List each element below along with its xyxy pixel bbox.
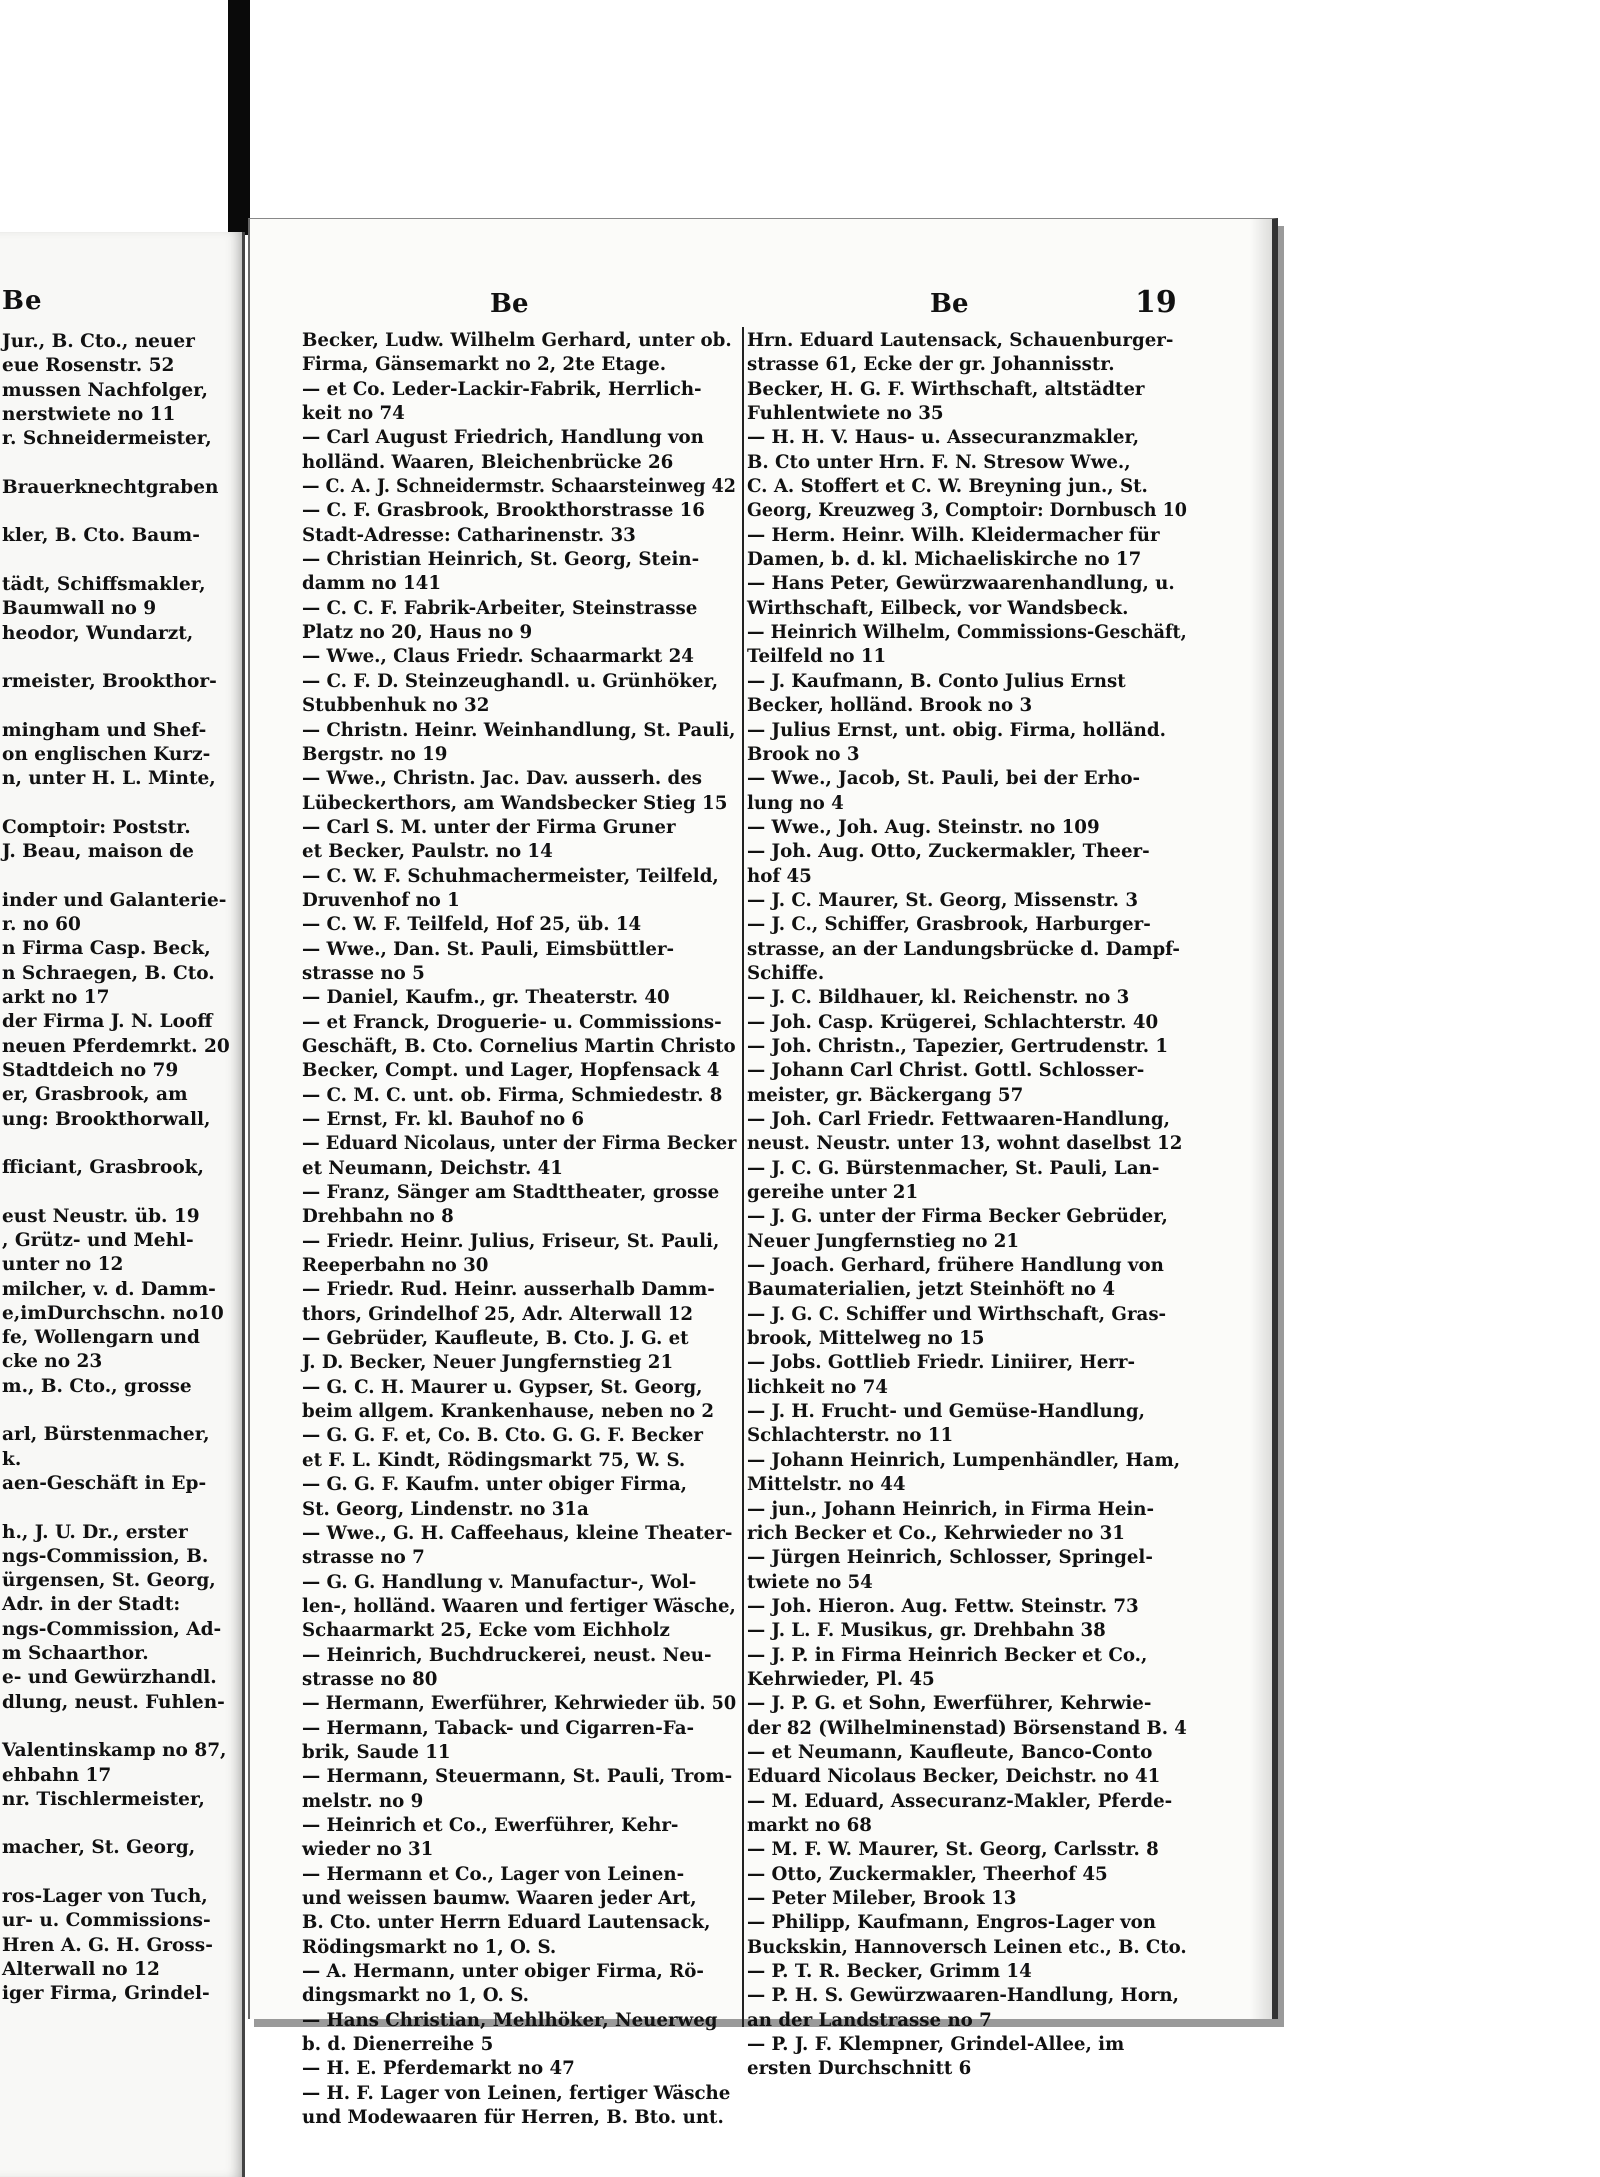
left-page-line bbox=[2, 1812, 252, 1836]
directory-line: strasse no 80 bbox=[302, 1668, 438, 1690]
directory-line: Bergstr. no 19 bbox=[302, 743, 448, 765]
directory-line: keit no 74 bbox=[302, 403, 405, 425]
directory-line: — Wwe., Dan. St. Pauli, Eimsbüttler- bbox=[302, 938, 675, 960]
directory-line: — H. E. Pferdemarkt no 47 bbox=[302, 2058, 575, 2080]
directory-line: — et Neumann, Kaufleute, Banco-Conto bbox=[747, 1741, 1153, 1763]
directory-line: lichkeit no 74 bbox=[747, 1376, 888, 1398]
left-page-line bbox=[2, 865, 252, 889]
left-page-line bbox=[2, 500, 252, 524]
directory-line: an der Landstrasse no 7 bbox=[747, 2009, 992, 2031]
directory-line: — Hans Peter, Gewürzwaarenhandlung, u. bbox=[747, 573, 1175, 595]
directory-line: — Joh. Casp. Krügerei, Schlachterstr. 40 bbox=[747, 1011, 1159, 1033]
column1-header: Be bbox=[490, 289, 529, 319]
directory-line: — jun., Johann Heinrich, in Firma Hein- bbox=[747, 1498, 1155, 1520]
directory-line: Brook no 3 bbox=[747, 743, 860, 765]
left-page-line: k. bbox=[2, 1448, 22, 1470]
directory-column-1 bbox=[302, 329, 736, 2130]
directory-line: holländ. Waaren, Bleichenbrücke 26 bbox=[302, 451, 674, 473]
directory-line: strasse no 5 bbox=[302, 962, 425, 984]
directory-line: Rödingsmarkt no 1, O. S. bbox=[302, 1936, 557, 1958]
directory-line: — Joh. Hieron. Aug. Fettw. Steinstr. 73 bbox=[747, 1595, 1139, 1617]
directory-line: — C. C. F. Fabrik-Arbeiter, Steinstrasse bbox=[302, 597, 698, 619]
directory-line: Becker, Ludw. Wilhelm Gerhard, unter ob. bbox=[302, 330, 732, 351]
directory-line: — Franz, Sänger am Stadttheater, grosse bbox=[302, 1182, 720, 1204]
directory-line: — J. L. F. Musikus, gr. Drehbahn 38 bbox=[747, 1620, 1106, 1642]
directory-line: — Heinrich et Co., Ewerführer, Kehr- bbox=[302, 1814, 679, 1836]
directory-line: Reeperbahn no 30 bbox=[302, 1255, 489, 1277]
directory-line: len-, holländ. Waaren und fertiger Wäsche, bbox=[302, 1595, 736, 1617]
left-page-line: Hren A. G. H. Gross- bbox=[2, 1934, 213, 1956]
directory-line: — Christian Heinrich, St. Georg, Stein- bbox=[302, 549, 700, 571]
left-page-line: fe, Wollengarn und bbox=[2, 1327, 200, 1349]
directory-line: Teilfeld no 11 bbox=[747, 646, 887, 668]
directory-line: der 82 (Wilhelminenstad) Börsenstand B. 4 bbox=[747, 1717, 1187, 1739]
left-page-line: Alterwall no 12 bbox=[2, 1958, 160, 1980]
left-page-line: cke no 23 bbox=[2, 1351, 103, 1373]
directory-line: Buckskin, Hannoversch Leinen etc., B. Cto. bbox=[747, 1936, 1187, 1958]
directory-line: Druvenhof no 1 bbox=[302, 889, 460, 911]
left-page-line: ros-Lager von Tuch, bbox=[2, 1886, 208, 1907]
left-page-line: n, unter H. L. Minte, bbox=[2, 768, 216, 790]
directory-line: Stubbenhuk no 32 bbox=[302, 695, 490, 717]
directory-line: — Hans Christian, Mehlhöker, Neuerweg bbox=[302, 2009, 718, 2031]
left-page-line bbox=[2, 549, 252, 573]
left-page-line: Stadtdeich no 79 bbox=[2, 1059, 179, 1081]
directory-line: — P. J. F. Klempner, Grindel-Allee, im bbox=[747, 2034, 1125, 2056]
directory-line: Platz no 20, Haus no 9 bbox=[302, 622, 533, 644]
left-page-line: nr. Tischlermeister, bbox=[2, 1788, 205, 1810]
left-page-line: Baumwall no 9 bbox=[2, 598, 157, 620]
left-page-line bbox=[2, 1715, 252, 1739]
left-page-line: arl, Bürstenmacher, bbox=[2, 1424, 210, 1446]
directory-line: — Johann Heinrich, Lumpenhändler, Ham, bbox=[747, 1449, 1181, 1471]
directory-line: — Carl August Friedrich, Handlung von bbox=[302, 427, 704, 449]
left-page-line: , Grütz- und Mehl- bbox=[2, 1229, 194, 1251]
directory-line: Firma, Gänsemarkt no 2, 2te Etage. bbox=[302, 354, 667, 376]
directory-line: — Eduard Nicolaus, unter der Firma Becker bbox=[302, 1133, 737, 1155]
directory-line: — M. F. W. Maurer, St. Georg, Carlsstr. 8 bbox=[747, 1839, 1159, 1861]
directory-line: — Julius Ernst, unt. obig. Firma, holländ. bbox=[747, 719, 1166, 741]
directory-line: — Joach. Gerhard, frühere Handlung von bbox=[747, 1255, 1164, 1277]
directory-line: B. Cto. unter Herrn Eduard Lautensack, bbox=[302, 1912, 711, 1934]
directory-line: — et Franck, Droguerie- u. Commissions- bbox=[302, 1011, 722, 1033]
directory-line: Schiffe. bbox=[747, 962, 825, 984]
directory-line: und weissen baumw. Waaren jeder Art, bbox=[302, 1888, 697, 1909]
directory-line: — Wwe., Jacob, St. Pauli, bei der Erho- bbox=[747, 768, 1141, 790]
left-page-line: ngs-Commission, Ad- bbox=[2, 1618, 222, 1640]
directory-line: — Jürgen Heinrich, Schlosser, Springel- bbox=[747, 1547, 1153, 1569]
directory-line: Wirthschaft, Eilbeck, vor Wandsbeck. bbox=[747, 597, 1129, 619]
directory-line: — P. T. R. Becker, Grimm 14 bbox=[747, 1961, 1032, 1983]
directory-line: et F. L. Kindt, Rödingsmarkt 75, W. S. bbox=[302, 1449, 686, 1471]
directory-line: Hrn. Eduard Lautensack, Schauenburger- bbox=[747, 330, 1174, 351]
directory-line: C. A. Stoffert et C. W. Breyning jun., St. bbox=[747, 476, 1148, 498]
directory-line: thors, Grindelhof 25, Adr. Alterwall 12 bbox=[302, 1303, 694, 1325]
directory-line: — J. Kaufmann, B. Conto Julius Ernst bbox=[747, 670, 1126, 692]
left-page-line bbox=[2, 451, 252, 475]
left-page-line: mussen Nachfolger, bbox=[2, 379, 209, 401]
directory-line: — Christn. Heinr. Weinhandlung, St. Pauli, bbox=[302, 719, 736, 741]
left-page-line bbox=[2, 1861, 252, 1885]
directory-line: — Daniel, Kaufm., gr. Theaterstr. 40 bbox=[302, 987, 670, 1009]
directory-line: melstr. no 9 bbox=[302, 1790, 424, 1812]
column-divider bbox=[742, 327, 744, 2027]
directory-line: — Friedr. Heinr. Julius, Friseur, St. Pauli, bbox=[302, 1230, 720, 1252]
left-page-line: rmeister, Brookthor- bbox=[2, 671, 217, 693]
directory-line: brik, Saude 11 bbox=[302, 1741, 451, 1763]
directory-line: — M. Eduard, Assecuranz-Makler, Pferde- bbox=[747, 1790, 1173, 1812]
directory-line: — Johann Carl Christ. Gottl. Schlosser- bbox=[747, 1060, 1145, 1082]
directory-line: gereihe unter 21 bbox=[747, 1182, 919, 1204]
left-page-line: inder und Galanterie- bbox=[2, 889, 227, 911]
page-number: 19 bbox=[1135, 285, 1177, 320]
directory-line: strasse, an der Landungsbrücke d. Dampf- bbox=[747, 938, 1180, 960]
left-page-text bbox=[2, 330, 252, 2006]
directory-line: Stadt-Adresse: Catharinenstr. 33 bbox=[302, 524, 636, 546]
left-page-line: ürgensen, St. Georg, bbox=[2, 1570, 216, 1592]
directory-column-2 bbox=[747, 329, 1187, 2082]
directory-line: — Hermann, Taback- und Cigarren-Fa- bbox=[302, 1717, 695, 1739]
right-page bbox=[248, 218, 1278, 2129]
directory-line: hof 45 bbox=[747, 865, 812, 887]
directory-line: brook, Mittelweg no 15 bbox=[747, 1328, 985, 1350]
left-page-line bbox=[2, 646, 252, 670]
directory-line: wieder no 31 bbox=[302, 1839, 434, 1861]
left-page-line bbox=[2, 1399, 252, 1423]
left-page-line: J. Beau, maison de bbox=[2, 841, 194, 863]
directory-line: Becker, holländ. Brook no 3 bbox=[747, 695, 1033, 717]
directory-line: — J. C. G. Bürstenmacher, St. Pauli, Lan- bbox=[747, 1157, 1160, 1179]
left-page-line: r. no 60 bbox=[2, 914, 81, 936]
directory-line: Drehbahn no 8 bbox=[302, 1206, 454, 1228]
directory-line: b. d. Dienerreihe 5 bbox=[302, 2034, 494, 2056]
directory-line: — Heinrich, Buchdruckerei, neust. Neu- bbox=[302, 1644, 712, 1666]
directory-line: — Wwe., G. H. Caffeehaus, kleine Theater- bbox=[302, 1522, 733, 1544]
directory-line: ersten Durchschnitt 6 bbox=[747, 2058, 972, 2080]
left-page-line: on englischen Kurz- bbox=[2, 744, 211, 766]
directory-line: — Hermann, Steuermann, St. Pauli, Trom- bbox=[302, 1766, 733, 1788]
left-page-line: unter no 12 bbox=[2, 1254, 124, 1276]
left-page-line: milcher, v. d. Damm- bbox=[2, 1278, 216, 1300]
left-page-line: ung: Brookthorwall, bbox=[2, 1108, 211, 1130]
directory-line: — Gebrüder, Kaufleute, B. Cto. J. G. et bbox=[302, 1328, 689, 1350]
directory-line: beim allgem. Krankenhause, neben no 2 bbox=[302, 1401, 715, 1423]
left-page-line: er, Grasbrook, am bbox=[2, 1084, 188, 1106]
directory-line: Lübeckerthors, am Wandsbecker Stieg 15 bbox=[302, 792, 728, 814]
left-page-line: macher, St. Georg, bbox=[2, 1837, 196, 1859]
directory-line: — Wwe., Joh. Aug. Steinstr. no 109 bbox=[747, 816, 1100, 838]
directory-line: Schlachterstr. no 11 bbox=[747, 1425, 954, 1447]
directory-line: Geschäft, B. Cto. Cornelius Martin Christo bbox=[302, 1035, 736, 1057]
left-page-line: Brauerknechtgraben bbox=[2, 476, 219, 498]
directory-line: — Wwe., Claus Friedr. Schaarmarkt 24 bbox=[302, 646, 694, 668]
directory-line: — J. C., Schiffer, Grasbrook, Harburger- bbox=[747, 914, 1151, 936]
left-page bbox=[0, 232, 245, 2177]
directory-line: — H. F. Lager von Leinen, fertiger Wäsche bbox=[302, 2082, 731, 2104]
left-page-line: neuen Pferdemrkt. 20 bbox=[2, 1035, 230, 1057]
directory-line: strasse 61, Ecke der gr. Johannisstr. bbox=[747, 354, 1115, 376]
directory-line: — J. H. Frucht- und Gemüse-Handlung, bbox=[747, 1401, 1145, 1423]
directory-line: — Philipp, Kaufmann, Engros-Lager von bbox=[747, 1912, 1157, 1934]
directory-line: — J. C. Maurer, St. Georg, Missenstr. 3 bbox=[747, 889, 1138, 911]
left-page-line: ehbahn 17 bbox=[2, 1764, 112, 1786]
directory-line: Eduard Nicolaus Becker, Deichstr. no 41 bbox=[747, 1766, 1161, 1788]
left-page-line: e- und Gewürzhandl. bbox=[2, 1667, 217, 1689]
directory-line: — Herm. Heinr. Wilh. Kleidermacher für bbox=[747, 524, 1160, 546]
left-page-line: Comptoir: Poststr. bbox=[2, 816, 191, 838]
book-spine bbox=[228, 0, 250, 235]
left-page-line: n Firma Casp. Beck, bbox=[2, 938, 211, 960]
directory-line: — Wwe., Christn. Jac. Dav. ausserh. des bbox=[302, 768, 703, 790]
directory-line: — G. G. F. Kaufm. unter obiger Firma, bbox=[302, 1474, 687, 1496]
directory-line: twiete no 54 bbox=[747, 1571, 873, 1593]
directory-line: B. Cto unter Hrn. F. N. Stresow Wwe., bbox=[747, 451, 1131, 473]
directory-line: Becker, Compt. und Lager, Hopfensack 4 bbox=[302, 1060, 720, 1082]
directory-line: — Joh. Carl Friedr. Fettwaaren-Handlung, bbox=[747, 1109, 1170, 1130]
directory-line: — C. A. J. Schneidermstr. Schaarsteinweg 42 bbox=[302, 476, 736, 498]
directory-line: und Modewaaren für Herren, B. Bto. unt. bbox=[302, 2107, 724, 2129]
left-page-line: kler, B. Cto. Baum- bbox=[2, 525, 200, 547]
directory-line: Baumaterialien, jetzt Steinhöft no 4 bbox=[747, 1279, 1116, 1301]
directory-line: — Joh. Christn., Tapezier, Gertrudenstr. 1 bbox=[747, 1035, 1169, 1057]
left-page-line bbox=[2, 1496, 252, 1520]
left-page-line: h., J. U. Dr., erster bbox=[2, 1521, 188, 1543]
directory-line: — A. Hermann, unter obiger Firma, Rö- bbox=[302, 1961, 704, 1983]
left-page-line: Jur., B. Cto., neuer bbox=[2, 331, 195, 352]
directory-line: — J. G. C. Schiffer und Wirthschaft, Gras- bbox=[747, 1303, 1167, 1325]
directory-line: — C. F. D. Steinzeughandl. u. Grünhöker, bbox=[302, 670, 719, 692]
left-page-line bbox=[2, 1180, 252, 1204]
directory-line: — G. G. Handlung v. Manufactur-, Wol- bbox=[302, 1571, 697, 1593]
left-page-line: ngs-Commission, B. bbox=[2, 1545, 209, 1567]
left-page-line: fficiant, Grasbrook, bbox=[2, 1157, 204, 1179]
directory-line: — Peter Mileber, Brook 13 bbox=[747, 1888, 1017, 1909]
left-page-line bbox=[2, 792, 252, 816]
directory-line: Georg, Kreuzweg 3, Comptoir: Dornbusch 10 bbox=[747, 500, 1187, 522]
directory-line: strasse no 7 bbox=[302, 1547, 425, 1569]
left-page-line: iger Firma, Grindel- bbox=[2, 1983, 210, 2005]
directory-line: Damen, b. d. kl. Michaeliskirche no 17 bbox=[747, 549, 1142, 571]
directory-line: Kehrwieder, Pl. 45 bbox=[747, 1668, 935, 1690]
left-page-line: dlung, neust. Fuhlen- bbox=[2, 1691, 225, 1713]
left-page-line: eust Neustr. üb. 19 bbox=[2, 1205, 200, 1227]
left-page-line bbox=[2, 1132, 252, 1156]
directory-line: — C. W. F. Schuhmachermeister, Teilfeld, bbox=[302, 865, 719, 887]
left-page-line: eue Rosenstr. 52 bbox=[2, 355, 175, 377]
directory-line: damm no 141 bbox=[302, 573, 441, 595]
left-page-line: m Schaarthor. bbox=[2, 1643, 149, 1665]
directory-line: — C. W. F. Teilfeld, Hof 25, üb. 14 bbox=[302, 914, 642, 936]
left-page-line: aen-Geschäft in Ep- bbox=[2, 1472, 207, 1494]
left-page-line: arkt no 17 bbox=[2, 987, 110, 1009]
directory-line: — J. P. G. et Sohn, Ewerführer, Kehrwie- bbox=[747, 1693, 1152, 1715]
directory-line: lung no 4 bbox=[747, 792, 844, 814]
directory-line: — J. P. in Firma Heinrich Becker et Co., bbox=[747, 1644, 1148, 1666]
left-page-line: Adr. in der Stadt: bbox=[2, 1594, 181, 1616]
left-page-line: ur- u. Commissions- bbox=[2, 1910, 211, 1932]
directory-line: Mittelstr. no 44 bbox=[747, 1474, 906, 1496]
directory-line: — J. G. unter der Firma Becker Gebrüder, bbox=[747, 1206, 1168, 1228]
directory-line: dingsmarkt no 1, O. S. bbox=[302, 1985, 530, 2007]
directory-line: meister, gr. Bäckergang 57 bbox=[747, 1084, 1024, 1106]
directory-line: J. D. Becker, Neuer Jungfernstieg 21 bbox=[302, 1352, 674, 1374]
directory-line: St. Georg, Lindenstr. no 31a bbox=[302, 1498, 589, 1520]
directory-line: — Otto, Zuckermakler, Theerhof 45 bbox=[747, 1863, 1108, 1885]
left-page-line: e,imDurchschn. no10 bbox=[2, 1302, 224, 1324]
directory-line: — Heinrich Wilhelm, Commissions-Geschäft, bbox=[747, 622, 1187, 644]
left-page-line: n Schraegen, B. Cto. bbox=[2, 962, 215, 984]
left-page-line: tädt, Schiffsmakler, bbox=[2, 573, 206, 595]
directory-line: markt no 68 bbox=[747, 1814, 872, 1836]
left-page-line: mingham und Shef- bbox=[2, 719, 207, 741]
directory-line: et Becker, Paulstr. no 14 bbox=[302, 841, 553, 863]
directory-line: Becker, H. G. F. Wirthschaft, altstädter bbox=[747, 378, 1145, 400]
directory-line: — Ernst, Fr. kl. Bauhof no 6 bbox=[302, 1109, 585, 1130]
directory-line: — Hermann, Ewerführer, Kehrwieder üb. 50 bbox=[302, 1693, 737, 1715]
directory-line: — Joh. Aug. Otto, Zuckermakler, Theer- bbox=[747, 841, 1150, 863]
directory-line: — P. H. S. Gewürzwaaren-Handlung, Horn, bbox=[747, 1985, 1179, 2007]
directory-line: — G. C. H. Maurer u. Gypser, St. Georg, bbox=[302, 1376, 703, 1398]
directory-line: rich Becker et Co., Kehrwieder no 31 bbox=[747, 1522, 1125, 1544]
directory-line: Schaarmarkt 25, Ecke vom Eichholz bbox=[302, 1620, 670, 1642]
directory-line: — et Co. Leder-Lackir-Fabrik, Herrlich- bbox=[302, 378, 702, 400]
directory-line: — H. H. V. Haus- u. Assecuranzmakler, bbox=[747, 427, 1140, 449]
directory-line: — C. M. C. unt. ob. Firma, Schmiedestr. 8 bbox=[302, 1084, 723, 1106]
left-page-line: der Firma J. N. Looff bbox=[2, 1011, 213, 1033]
directory-line: — J. C. Bildhauer, kl. Reichenstr. no 3 bbox=[747, 987, 1130, 1009]
directory-line: Neuer Jungfernstieg no 21 bbox=[747, 1230, 1020, 1252]
left-page-line: Valentinskamp no 87, bbox=[2, 1740, 227, 1762]
column2-header: Be bbox=[930, 289, 969, 319]
left-page-line: m., B. Cto., grosse bbox=[2, 1375, 192, 1397]
directory-line: neust. Neustr. unter 13, wohnt daselbst 12 bbox=[747, 1133, 1183, 1155]
left-page-line: r. Schneidermeister, bbox=[2, 428, 212, 450]
left-page-line: heodor, Wundarzt, bbox=[2, 622, 194, 644]
directory-line: Fuhlentwiete no 35 bbox=[747, 403, 944, 425]
left-page-header: Be bbox=[2, 286, 43, 316]
left-page-line: nerstwiete no 11 bbox=[2, 403, 176, 425]
directory-line: et Neumann, Deichstr. 41 bbox=[302, 1157, 563, 1179]
left-page-line bbox=[2, 694, 252, 718]
directory-line: — Jobs. Gottlieb Friedr. Liniirer, Herr- bbox=[747, 1352, 1136, 1374]
directory-line: — C. F. Grasbrook, Brookthorstrasse 16 bbox=[302, 500, 705, 522]
directory-line: — Hermann et Co., Lager von Leinen- bbox=[302, 1863, 685, 1885]
directory-line: — G. G. F. et, Co. B. Cto. G. G. F. Becker bbox=[302, 1425, 703, 1447]
directory-line: — Carl S. M. unter der Firma Gruner bbox=[302, 816, 676, 838]
directory-line: — Friedr. Rud. Heinr. ausserhalb Damm- bbox=[302, 1279, 715, 1301]
